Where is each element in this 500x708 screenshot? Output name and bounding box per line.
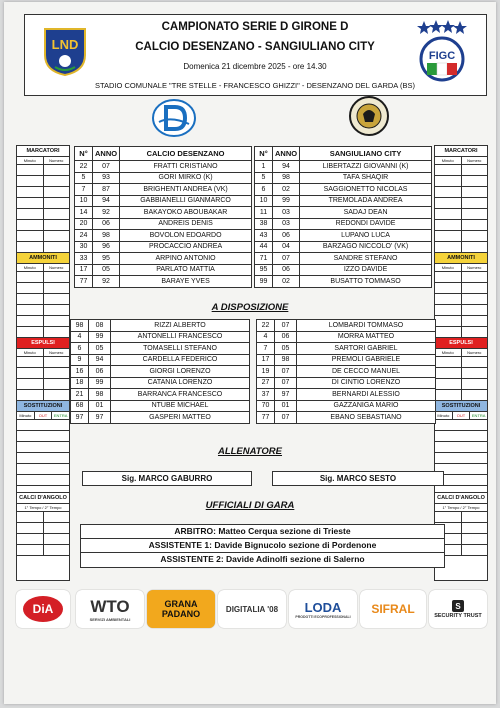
player-year: 07 — [93, 161, 120, 173]
player-number: 43 — [255, 230, 273, 242]
player-name: EBANO SEBASTIANO — [297, 412, 436, 424]
right-ammoniti-label: AMMONITI — [435, 253, 487, 264]
player-year: 08 — [89, 320, 111, 332]
player-name: TAFA SHAQIR — [300, 172, 432, 184]
player-number: 98 — [71, 320, 89, 332]
player-name: GABBIANELLI GIANMARCO — [120, 195, 252, 207]
player-number: 44 — [255, 241, 273, 253]
player-number: 21 — [71, 389, 89, 401]
player-year: 94 — [89, 354, 111, 366]
right-marcatori-label: MARCATORI — [435, 146, 487, 157]
player-name: GAZZANIGA MARIO — [297, 400, 436, 412]
right-espulsi-grid[interactable] — [435, 357, 487, 401]
player-name: BRIGHENTI ANDREA (VK) — [120, 184, 252, 196]
player-number: 7 — [75, 184, 93, 196]
player-year: 02 — [273, 276, 300, 288]
player-row — [75, 241, 252, 253]
player-row — [75, 161, 252, 173]
player-name: DE CECCO MANUEL — [297, 366, 436, 378]
player-year: 07 — [273, 253, 300, 265]
away-anno-header: ANNO — [273, 147, 300, 161]
left-calci-sub: 1° Tempo / 2° Tempo — [24, 505, 62, 510]
player-row — [255, 207, 432, 219]
player-year: 06 — [273, 230, 300, 242]
player-name: GIORGI LORENZO — [111, 366, 250, 378]
header-box — [24, 14, 487, 96]
player-name: BOVOLON EDOARDO — [120, 230, 252, 242]
left-minuto-label: Minuto — [17, 157, 44, 164]
player-number: 77 — [257, 412, 275, 424]
wto-subtitle: SERVIZI AMBIENTALI — [89, 616, 131, 622]
sponsor-loda — [289, 590, 357, 628]
player-number: 10 — [255, 195, 273, 207]
player-year: 92 — [93, 276, 120, 288]
player-year: 98 — [89, 389, 111, 401]
right-amm-numero: Numero — [467, 265, 482, 270]
player-year: 94 — [273, 161, 300, 173]
sponsor-digitalia — [218, 590, 286, 628]
player-year: 06 — [273, 264, 300, 276]
player-name: GASPERI MATTEO — [111, 412, 250, 424]
player-name: SADAJ DEAN — [300, 207, 432, 219]
player-number: 4 — [257, 331, 275, 343]
player-number: 6 — [255, 184, 273, 196]
player-row — [71, 412, 250, 424]
player-row — [71, 354, 250, 366]
player-year: 95 — [93, 253, 120, 265]
player-year: 87 — [93, 184, 120, 196]
right-sostituzioni-label: SOSTITUZIONI — [435, 401, 487, 412]
championship-title: CAMPIONATO SERIE D GIRONE D — [161, 21, 349, 33]
left-ammoniti-label: AMMONITI — [17, 253, 69, 264]
home-bench-table — [70, 319, 250, 424]
player-row — [75, 276, 252, 288]
left-numero-label: Numero — [49, 158, 64, 163]
player-number: 77 — [75, 276, 93, 288]
player-row — [71, 389, 250, 401]
player-year: 98 — [273, 172, 300, 184]
player-number: 95 — [255, 264, 273, 276]
figc-logo-icon — [413, 19, 471, 83]
player-number: 22 — [75, 161, 93, 173]
player-year: 05 — [275, 343, 297, 355]
left-side-panel — [16, 145, 70, 581]
svg-text:DiA: DiA — [32, 602, 54, 616]
stadium-name: STADIO COMUNALE "TRE STELLE - FRANCESCO GHIZZI" - DESENZANO DEL GARDA (BS) — [95, 81, 415, 90]
player-year: 07 — [275, 412, 297, 424]
player-year: 07 — [275, 377, 297, 389]
disposizione-heading: A DISPOSIZIONE — [211, 302, 289, 313]
left-sub-in: ENTRA — [53, 413, 68, 418]
player-year: 98 — [93, 230, 120, 242]
player-name: SARTORI GABRIEL — [297, 343, 436, 355]
player-number: 17 — [75, 264, 93, 276]
player-number: 38 — [255, 218, 273, 230]
player-number: 16 — [71, 366, 89, 378]
right-amm-minuto: Minuto — [435, 264, 462, 271]
right-sub-out: OUT — [453, 412, 471, 419]
player-row — [71, 377, 250, 389]
player-year: 04 — [273, 241, 300, 253]
right-esp-numero: Numero — [467, 350, 482, 355]
player-row — [257, 320, 436, 332]
security-trust-icon — [450, 599, 466, 613]
player-number: 37 — [257, 389, 275, 401]
player-row — [257, 400, 436, 412]
player-year: 02 — [273, 184, 300, 196]
player-row — [71, 400, 250, 412]
left-amm-numero: Numero — [49, 265, 64, 270]
player-name: SAGGIONETTO NICOLAS — [300, 184, 432, 196]
player-row — [255, 276, 432, 288]
player-number: 6 — [71, 343, 89, 355]
right-calci-label: CALCI D'ANGOLO — [435, 492, 487, 504]
sponsor-grana-padano — [147, 590, 215, 628]
player-row — [257, 354, 436, 366]
player-row — [257, 366, 436, 378]
right-sub-minuto: Minuto — [435, 412, 453, 419]
player-number: 5 — [255, 172, 273, 184]
player-row — [71, 343, 250, 355]
right-esp-minuto: Minuto — [435, 349, 462, 356]
player-name: CARDELLA FEDERICO — [111, 354, 250, 366]
player-number: 19 — [257, 366, 275, 378]
player-number: 33 — [75, 253, 93, 265]
match-title: CALCIO DESENZANO - SANGIULIANO CITY — [135, 41, 375, 53]
player-row — [257, 377, 436, 389]
player-row — [255, 264, 432, 276]
player-row — [255, 253, 432, 265]
player-row — [255, 195, 432, 207]
left-marcatori-label: MARCATORI — [17, 146, 69, 157]
player-name: RIZZI ALBERTO — [111, 320, 250, 332]
away-starters-table — [254, 146, 432, 288]
player-name: PREMOLI GABRIELE — [297, 354, 436, 366]
player-year: 01 — [275, 400, 297, 412]
player-row — [75, 230, 252, 242]
player-year: 05 — [93, 264, 120, 276]
player-number: 9 — [71, 354, 89, 366]
sifral-text: SIFRAL — [371, 602, 415, 616]
player-name: PROCACCIO ANDREA — [120, 241, 252, 253]
digitalia-text: DIGITALIA '08 — [225, 604, 279, 614]
officials-box — [80, 524, 445, 568]
player-name: ANTONELLI FRANCESCO — [111, 331, 250, 343]
player-number: 10 — [75, 195, 93, 207]
player-name: BARAYE YVES — [120, 276, 252, 288]
sponsor-wto — [76, 590, 144, 628]
left-sub-out: OUT — [35, 412, 53, 419]
right-espulsi-label: ESPULSI — [435, 338, 487, 349]
player-name: TREMOLADA ANDREA — [300, 195, 432, 207]
player-row — [255, 230, 432, 242]
player-row — [71, 331, 250, 343]
player-number: 71 — [255, 253, 273, 265]
player-number: 99 — [255, 276, 273, 288]
lnd-logo-icon — [41, 25, 89, 77]
left-sub-minuto: Minuto — [17, 412, 35, 419]
player-number: 4 — [71, 331, 89, 343]
player-name: SANDRE STEFANO — [300, 253, 432, 265]
player-name: ANDREIS DENIS — [120, 218, 252, 230]
player-name: IZZO DAVIDE — [300, 264, 432, 276]
player-row — [257, 412, 436, 424]
svg-text:FIGC: FIGC — [428, 50, 456, 62]
player-row — [75, 218, 252, 230]
player-name: LOMBARDI TOMMASO — [297, 320, 436, 332]
player-number: 7 — [257, 343, 275, 355]
player-number: 5 — [75, 172, 93, 184]
home-team-name: CALCIO DESENZANO — [120, 147, 252, 161]
player-row — [71, 320, 250, 332]
player-number: 17 — [257, 354, 275, 366]
match-date: Domenica 21 dicembre 2025 - ore 14.30 — [183, 62, 327, 71]
left-marcatori-grid[interactable] — [17, 165, 69, 253]
sponsor-dia — [16, 590, 70, 628]
home-anno-header: ANNO — [93, 147, 120, 161]
dia-logo-icon — [21, 594, 65, 624]
home-coach: Sig. MARCO GABURRO — [82, 471, 252, 486]
player-name: LIBERTAZZI GIOVANNI (K) — [300, 161, 432, 173]
away-coach: Sig. MARCO SESTO — [272, 471, 444, 486]
assistant-2: ASSISTENTE 2: Davide Adinolfi sezione di Salerno — [160, 554, 365, 564]
left-espulsi-label: ESPULSI — [17, 338, 69, 349]
player-year: 07 — [275, 366, 297, 378]
wto-logo-text: WTO — [90, 596, 130, 616]
referee: ARBITRO: Matteo Cerqua sezione di Trieste — [81, 525, 444, 539]
player-name: BERNARDI ALESSIO — [297, 389, 436, 401]
match-sheet — [4, 2, 496, 704]
player-row — [75, 195, 252, 207]
player-year: 03 — [273, 207, 300, 219]
player-year: 99 — [89, 377, 111, 389]
player-row — [255, 184, 432, 196]
player-year: 03 — [273, 218, 300, 230]
player-row — [255, 172, 432, 184]
player-name: GORI MIRKO (K) — [120, 172, 252, 184]
right-marcatori-grid[interactable] — [435, 165, 487, 253]
player-year: 98 — [275, 354, 297, 366]
player-name: BARRANCA FRANCESCO — [111, 389, 250, 401]
player-number: 14 — [75, 207, 93, 219]
player-year: 93 — [93, 172, 120, 184]
player-name: DI CINTIO LORENZO — [297, 377, 436, 389]
player-name: CATANIA LORENZO — [111, 377, 250, 389]
left-esp-numero: Numero — [49, 350, 64, 355]
right-side-panel — [434, 145, 488, 581]
player-row — [75, 172, 252, 184]
player-name: BARZAGO NICCOLO' (VK) — [300, 241, 432, 253]
left-espulsi-grid[interactable] — [17, 357, 69, 401]
player-year: 92 — [93, 207, 120, 219]
player-year: 99 — [89, 331, 111, 343]
player-number: 20 — [75, 218, 93, 230]
player-row — [257, 331, 436, 343]
player-number: 18 — [71, 377, 89, 389]
player-year: 94 — [93, 195, 120, 207]
player-name: LUPANO LUCA — [300, 230, 432, 242]
player-name: NTUBE MICHAEL — [111, 400, 250, 412]
left-amm-minuto: Minuto — [17, 264, 44, 271]
player-number: 1 — [255, 161, 273, 173]
player-name: ARPINO ANTONIO — [120, 253, 252, 265]
player-number: 27 — [257, 377, 275, 389]
player-name: MORRA MATTEO — [297, 331, 436, 343]
player-row — [255, 161, 432, 173]
left-sostituzioni-label: SOSTITUZIONI — [17, 401, 69, 412]
player-row — [257, 343, 436, 355]
player-row — [75, 264, 252, 276]
player-name: BAKAYOKO ABOUBAKAR — [120, 207, 252, 219]
left-calci-grid[interactable] — [17, 512, 69, 556]
left-esp-minuto: Minuto — [17, 349, 44, 356]
player-row — [71, 366, 250, 378]
player-name: TOMASELLI STEFANO — [111, 343, 250, 355]
player-row — [255, 218, 432, 230]
player-year: 06 — [89, 366, 111, 378]
sangiuliano-crest-icon — [346, 96, 392, 136]
player-name: PARLATO MATTIA — [120, 264, 252, 276]
player-name: FRATTI CRISTIANO — [120, 161, 252, 173]
player-row — [75, 207, 252, 219]
player-year: 06 — [275, 331, 297, 343]
player-number: 70 — [257, 400, 275, 412]
player-year: 07 — [275, 320, 297, 332]
right-numero-label: Numero — [467, 158, 482, 163]
right-minuto-label: Minuto — [435, 157, 462, 164]
ufficiali-heading: UFFICIALI DI GARA — [205, 500, 295, 511]
player-year: 01 — [89, 400, 111, 412]
loda-text: LODA — [304, 599, 342, 615]
home-starters-table — [74, 146, 252, 288]
svg-text:LND: LND — [51, 37, 79, 52]
player-number: 22 — [257, 320, 275, 332]
right-calci-sub: 1° Tempo / 2° Tempo — [442, 505, 480, 510]
player-number: 68 — [71, 400, 89, 412]
player-number: 24 — [75, 230, 93, 242]
player-name: BUSATTO TOMMASO — [300, 276, 432, 288]
svg-text:S: S — [455, 602, 461, 611]
sponsor-security-trust — [429, 590, 487, 628]
player-year: 06 — [93, 218, 120, 230]
player-row — [257, 389, 436, 401]
grana-padano-text: GRANA PADANO — [161, 599, 201, 619]
player-year: 96 — [93, 241, 120, 253]
player-year: 05 — [89, 343, 111, 355]
player-row — [255, 241, 432, 253]
player-number: 30 — [75, 241, 93, 253]
player-year: 99 — [273, 195, 300, 207]
sponsor-sifral — [360, 590, 426, 628]
loda-subtitle: PRODOTTI ECOPROFESSIONALI — [295, 614, 351, 619]
away-n-header: N° — [255, 147, 273, 161]
player-name: REDONDI DAVIDE — [300, 218, 432, 230]
player-year: 97 — [275, 389, 297, 401]
desenzano-crest-icon — [151, 98, 197, 138]
player-row — [75, 184, 252, 196]
away-bench-table — [256, 319, 436, 424]
left-calci-label: CALCI D'ANGOLO — [17, 492, 69, 504]
player-year: 97 — [89, 412, 111, 424]
security-trust-text: SECURITY TRUST — [434, 613, 482, 619]
allenatore-heading: ALLENATORE — [217, 446, 283, 457]
player-number: 11 — [255, 207, 273, 219]
player-number: 97 — [71, 412, 89, 424]
assistant-1: ASSISTENTE 1: Davide Bignucolo sezione di Pordenone — [81, 539, 444, 553]
player-row — [75, 253, 252, 265]
away-team-name: SANGIULIANO CITY — [300, 147, 432, 161]
right-sub-in: ENTRA — [471, 413, 486, 418]
home-n-header: N° — [75, 147, 93, 161]
